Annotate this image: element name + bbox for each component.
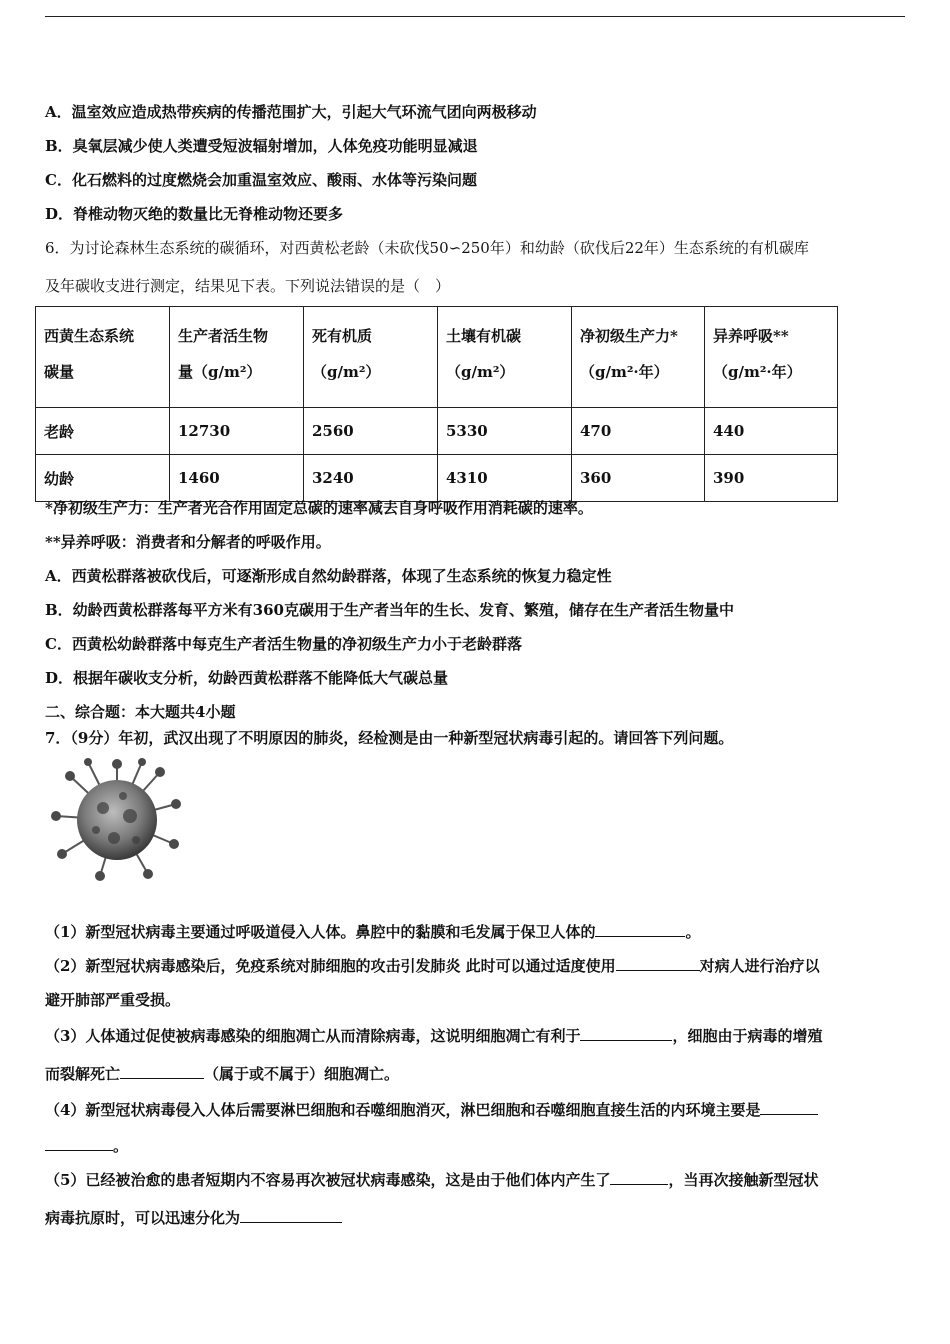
q6-stem-line1: 6．为讨论森林生态系统的碳循环，对西黄松老龄（未砍伐50∽250年）和幼龄（砍伐后22年）生态系统的有机碳库 [45, 239, 809, 257]
coronavirus-illustration [48, 758, 186, 882]
q7-part-5a: （5）已经被治愈的患者短期内不容易再次被冠状病毒感染，这是由于他们体内产生了 ，当再次接触新型冠状 [45, 1168, 818, 1190]
table-cell: 440 [705, 408, 838, 455]
header-cell: 净初级生产力* （g/m²·年） [572, 307, 705, 408]
note-npp: *净初级生产力：生产者光合作用固定总碳的速率减去自身呼吸作用消耗碳的速率。 [45, 499, 593, 517]
top-rule [45, 16, 905, 17]
q7-part-3a: （3）人体通过促使被病毒感染的细胞凋亡从而清除病毒，这说明细胞凋亡有利于 ，细胞由于病毒的增殖 [45, 1024, 822, 1046]
table-cell: 360 [572, 455, 705, 502]
answer-blank[interactable] [616, 954, 700, 971]
header-cell: 西黄生态系统 碳量 [36, 307, 170, 408]
q6-option-d: D．根据年碳收支分析，幼龄西黄松群落不能降低大气碳总量 [45, 669, 449, 687]
option-c-prev: C．化石燃料的过度燃烧会加重温室效应、酸雨、水体等污染问题 [45, 171, 477, 189]
table-cell: 1460 [170, 455, 304, 502]
table-cell: 4310 [438, 455, 572, 502]
table-cell: 老龄 [36, 408, 170, 455]
header-cell: 死有机质 （g/m²） [304, 307, 438, 408]
answer-blank[interactable] [610, 1168, 668, 1185]
q7-part-5b: 病毒抗原时，可以迅速分化为 [45, 1206, 342, 1228]
carbon-table [35, 306, 838, 502]
answer-blank[interactable] [760, 1098, 818, 1115]
q7-part-2a: （2）新型冠状病毒感染后，免疫系统对肺细胞的攻击引发肺炎 此时可以通过适度使用 对病人进行治疗以 [45, 954, 820, 976]
answer-blank[interactable] [45, 1134, 113, 1151]
note-respiration: **异养呼吸：消费者和分解者的呼吸作用。 [45, 533, 331, 551]
q7-part-3b: 而裂解死亡 （属于或不属于）细胞凋亡。 [45, 1062, 399, 1084]
q7-part-4a: （4）新型冠状病毒侵入人体后需要淋巴细胞和吞噬细胞消灭，淋巴细胞和吞噬细胞直接生活的内环境主要是 [45, 1098, 818, 1120]
table-cell: 470 [572, 408, 705, 455]
q6-option-c: C．西黄松幼龄群落中每克生产者活生物量的净初级生产力小于老龄群落 [45, 635, 522, 653]
header-cell: 生产者活生物 量（g/m²） [170, 307, 304, 408]
section-2-heading: 二、综合题：本大题共4小题 [45, 703, 236, 721]
option-b-prev: B．臭氧层减少使人类遭受短波辐射增加，人体免疫功能明显减退 [45, 137, 478, 155]
q6-option-a: A．西黄松群落被砍伐后，可逐渐形成自然幼龄群落，体现了生态系统的恢复力稳定性 [45, 567, 612, 585]
answer-blank[interactable] [120, 1062, 204, 1079]
answer-blank[interactable] [240, 1206, 342, 1223]
q7-stem: 7．（9分）年初，武汉出现了不明原因的肺炎，经检测是由一种新型冠状病毒引起的。请回答下列问题。 [45, 729, 734, 747]
option-a-prev: A．温室效应造成热带疾病的传播范围扩大，引起大气环流气团向两极移动 [45, 103, 537, 121]
header-cell: 土壤有机碳 （g/m²） [438, 307, 572, 408]
table-row [36, 455, 838, 502]
table-cell: 2560 [304, 408, 438, 455]
option-d-prev: D．脊椎动物灭绝的数量比无脊椎动物还要多 [45, 205, 344, 223]
table-cell: 3240 [304, 455, 438, 502]
q7-part-1: （1）新型冠状病毒主要通过呼吸道侵入人体。鼻腔中的黏膜和毛发属于保卫人体的 。 [45, 920, 700, 942]
answer-blank[interactable] [580, 1024, 672, 1041]
table-header-row [36, 307, 838, 408]
table-cell: 12730 [170, 408, 304, 455]
table-cell: 390 [705, 455, 838, 502]
q6-stem-line2: 及年碳收支进行测定，结果见下表。下列说法错误的是（ ） [45, 277, 451, 295]
header-cell: 异养呼吸** （g/m²·年） [705, 307, 838, 408]
q7-part-2b: 避开肺部严重受损。 [45, 991, 181, 1009]
table-cell: 幼龄 [36, 455, 170, 502]
answer-blank[interactable] [595, 920, 685, 937]
q6-option-b: B．幼龄西黄松群落每平方米有360克碳用于生产者当年的生长、发育、繁殖，储存在生产者活生物量中 [45, 601, 734, 619]
q7-part-4b: 。 [45, 1134, 128, 1156]
table-row [36, 408, 838, 455]
table-cell: 5330 [438, 408, 572, 455]
